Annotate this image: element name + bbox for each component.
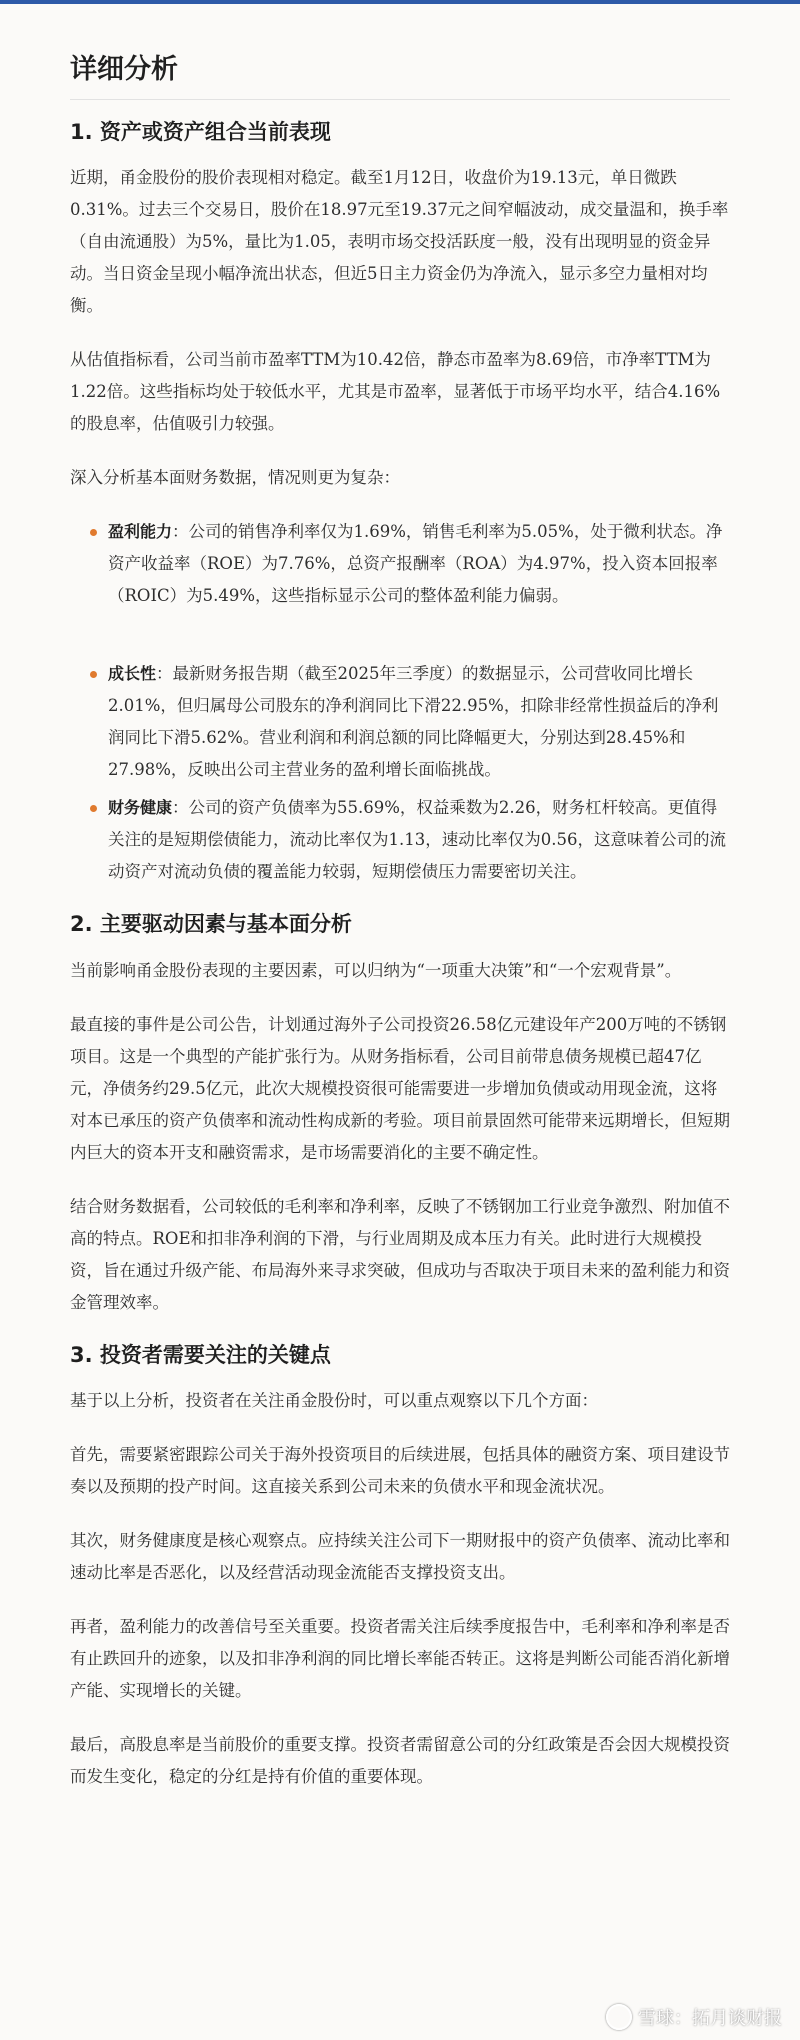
paragraph: 再者，盈利能力的改善信号至关重要。投资者需关注后续季度报告中，毛利率和净利率是否有止跌回升的迹象，以及扣非净利润的同比增长率能否转正。这将是判断公司能否消化新增产能、实现增长的关键。 [70, 1617, 730, 1701]
bullet-list [70, 516, 730, 888]
list-item [90, 516, 730, 612]
page-title: 详细分析 [70, 52, 730, 100]
paragraph: 最直接的事件是公司公告，计划通过海外子公司投资26.58亿元建设年产200万吨的不锈钢项目。这是一个典型的产能扩张行为。从财务指标看，公司目前带息债务规模已超47亿元，净债务约29.5亿元，此次大规模投资很可能需要进一步增加负债或动用现金流，这将对本已承压的资产负债率和流动性构成新的考验。项目前景固然可能带来远期增长，但短期内巨大的资本开支和融资需求，是市场需要消化的主要不确定性。 [70, 1014, 730, 1162]
list-item [90, 792, 730, 888]
bullet-text: ：公司的资产负债率为55.69%，权益乘数为2.26，财务杠杆较高。更值得关注的是短期偿债能力，流动比率仅为1.13，速动比率仅为0.56，这意味着公司的流动资产对流动负债的覆盖能力较弱，短期偿债压力需要密切关注。 [108, 798, 726, 882]
bullet-term: 财务健康 [108, 798, 173, 818]
list-item [90, 658, 730, 786]
bullet-term: 成长性 [108, 664, 157, 684]
section-heading-2: 2. 主要驱动因素与基本面分析 [70, 912, 352, 937]
bullet-dot-icon [90, 529, 97, 536]
section-heading-1: 1. 资产或资产组合当前表现 [70, 120, 331, 145]
paragraph: 从估值指标看，公司当前市盈率TTM为10.42倍，静态市盈率为8.69倍，市净率TTM为1.22倍。这些指标均处于较低水平，尤其是市盈率，显著低于市场平均水平，结合4.16%的股息率，估值吸引力较强。 [70, 350, 721, 434]
paragraph: 基于以上分析，投资者在关注甬金股份时，可以重点观察以下几个方面： [70, 1391, 598, 1411]
article [70, 52, 730, 1815]
bullet-text: ：最新财务报告期（截至2025年三季度）的数据显示，公司营收同比增长2.01%，但归属母公司股东的净利润同比下滑22.95%，扣除非经常性损益后的净利润同比下滑5.62%。营业利润和利润总额的同比降幅更大，分别达到28.45%和27.98%，反映出公司主营业务的盈利增长面临挑战。 [108, 664, 719, 780]
bullet-dot-icon [90, 671, 97, 678]
snowball-logo-icon [606, 2004, 632, 2030]
bullet-dot-icon [90, 805, 97, 812]
bullet-term: 盈利能力 [108, 522, 173, 542]
watermark [606, 2004, 782, 2030]
bullet-text: ：公司的销售净利率仅为1.69%，销售毛利率为5.05%，处于微利状态。净资产收益率（ROE）为7.76%，总资产报酬率（ROA）为4.97%，投入资本回报率（ROIC）为5.49%，这些指标显示公司的整体盈利能力偏弱。 [108, 522, 723, 606]
watermark-text: 雪球：拓月谈财报 [638, 2008, 782, 2029]
section-heading-3: 3. 投资者需要关注的关键点 [70, 1342, 331, 1367]
paragraph: 近期，甬金股份的股价表现相对稳定。截至1月12日，收盘价为19.13元，单日微跌0.31%。过去三个交易日，股价在18.97元至19.37元之间窄幅波动，成交量温和，换手率（自由流通股）为5%，量比为1.05，表明市场交投活跃度一般，没有出现明显的资金异动。当日资金呈现小幅净流出状态，但近5日主力资金仍为净流入，显示多空力量相对均衡。 [70, 168, 729, 316]
top-accent-bar [0, 0, 800, 4]
paragraph: 当前影响甬金股份表现的主要因素，可以归纳为“一项重大决策”和“一个宏观背景”。 [70, 960, 682, 980]
paragraph: 首先，需要紧密跟踪公司关于海外投资项目的后续进展，包括具体的融资方案、项目建设节奏以及预期的投产时间。这直接关系到公司未来的负债水平和现金流状况。 [70, 1445, 730, 1497]
paragraph: 最后，高股息率是当前股价的重要支撑。投资者需留意公司的分红政策是否会因大规模投资而发生变化，稳定的分红是持有价值的重要体现。 [70, 1735, 730, 1787]
paragraph: 结合财务数据看，公司较低的毛利率和净利率，反映了不锈钢加工行业竞争激烈、附加值不高的特点。ROE和扣非净利润的下滑，与行业周期及成本压力有关。此时进行大规模投资，旨在通过升级产能、布局海外来寻求突破，但成功与否取决于项目未来的盈利能力和资金管理效率。 [70, 1196, 730, 1312]
paragraph: 其次，财务健康度是核心观察点。应持续关注公司下一期财报中的资产负债率、流动比率和速动比率是否恶化，以及经营活动现金流能否支撑投资支出。 [70, 1531, 730, 1583]
paragraph: 深入分析基本面财务数据，情况则更为复杂： [70, 468, 400, 488]
